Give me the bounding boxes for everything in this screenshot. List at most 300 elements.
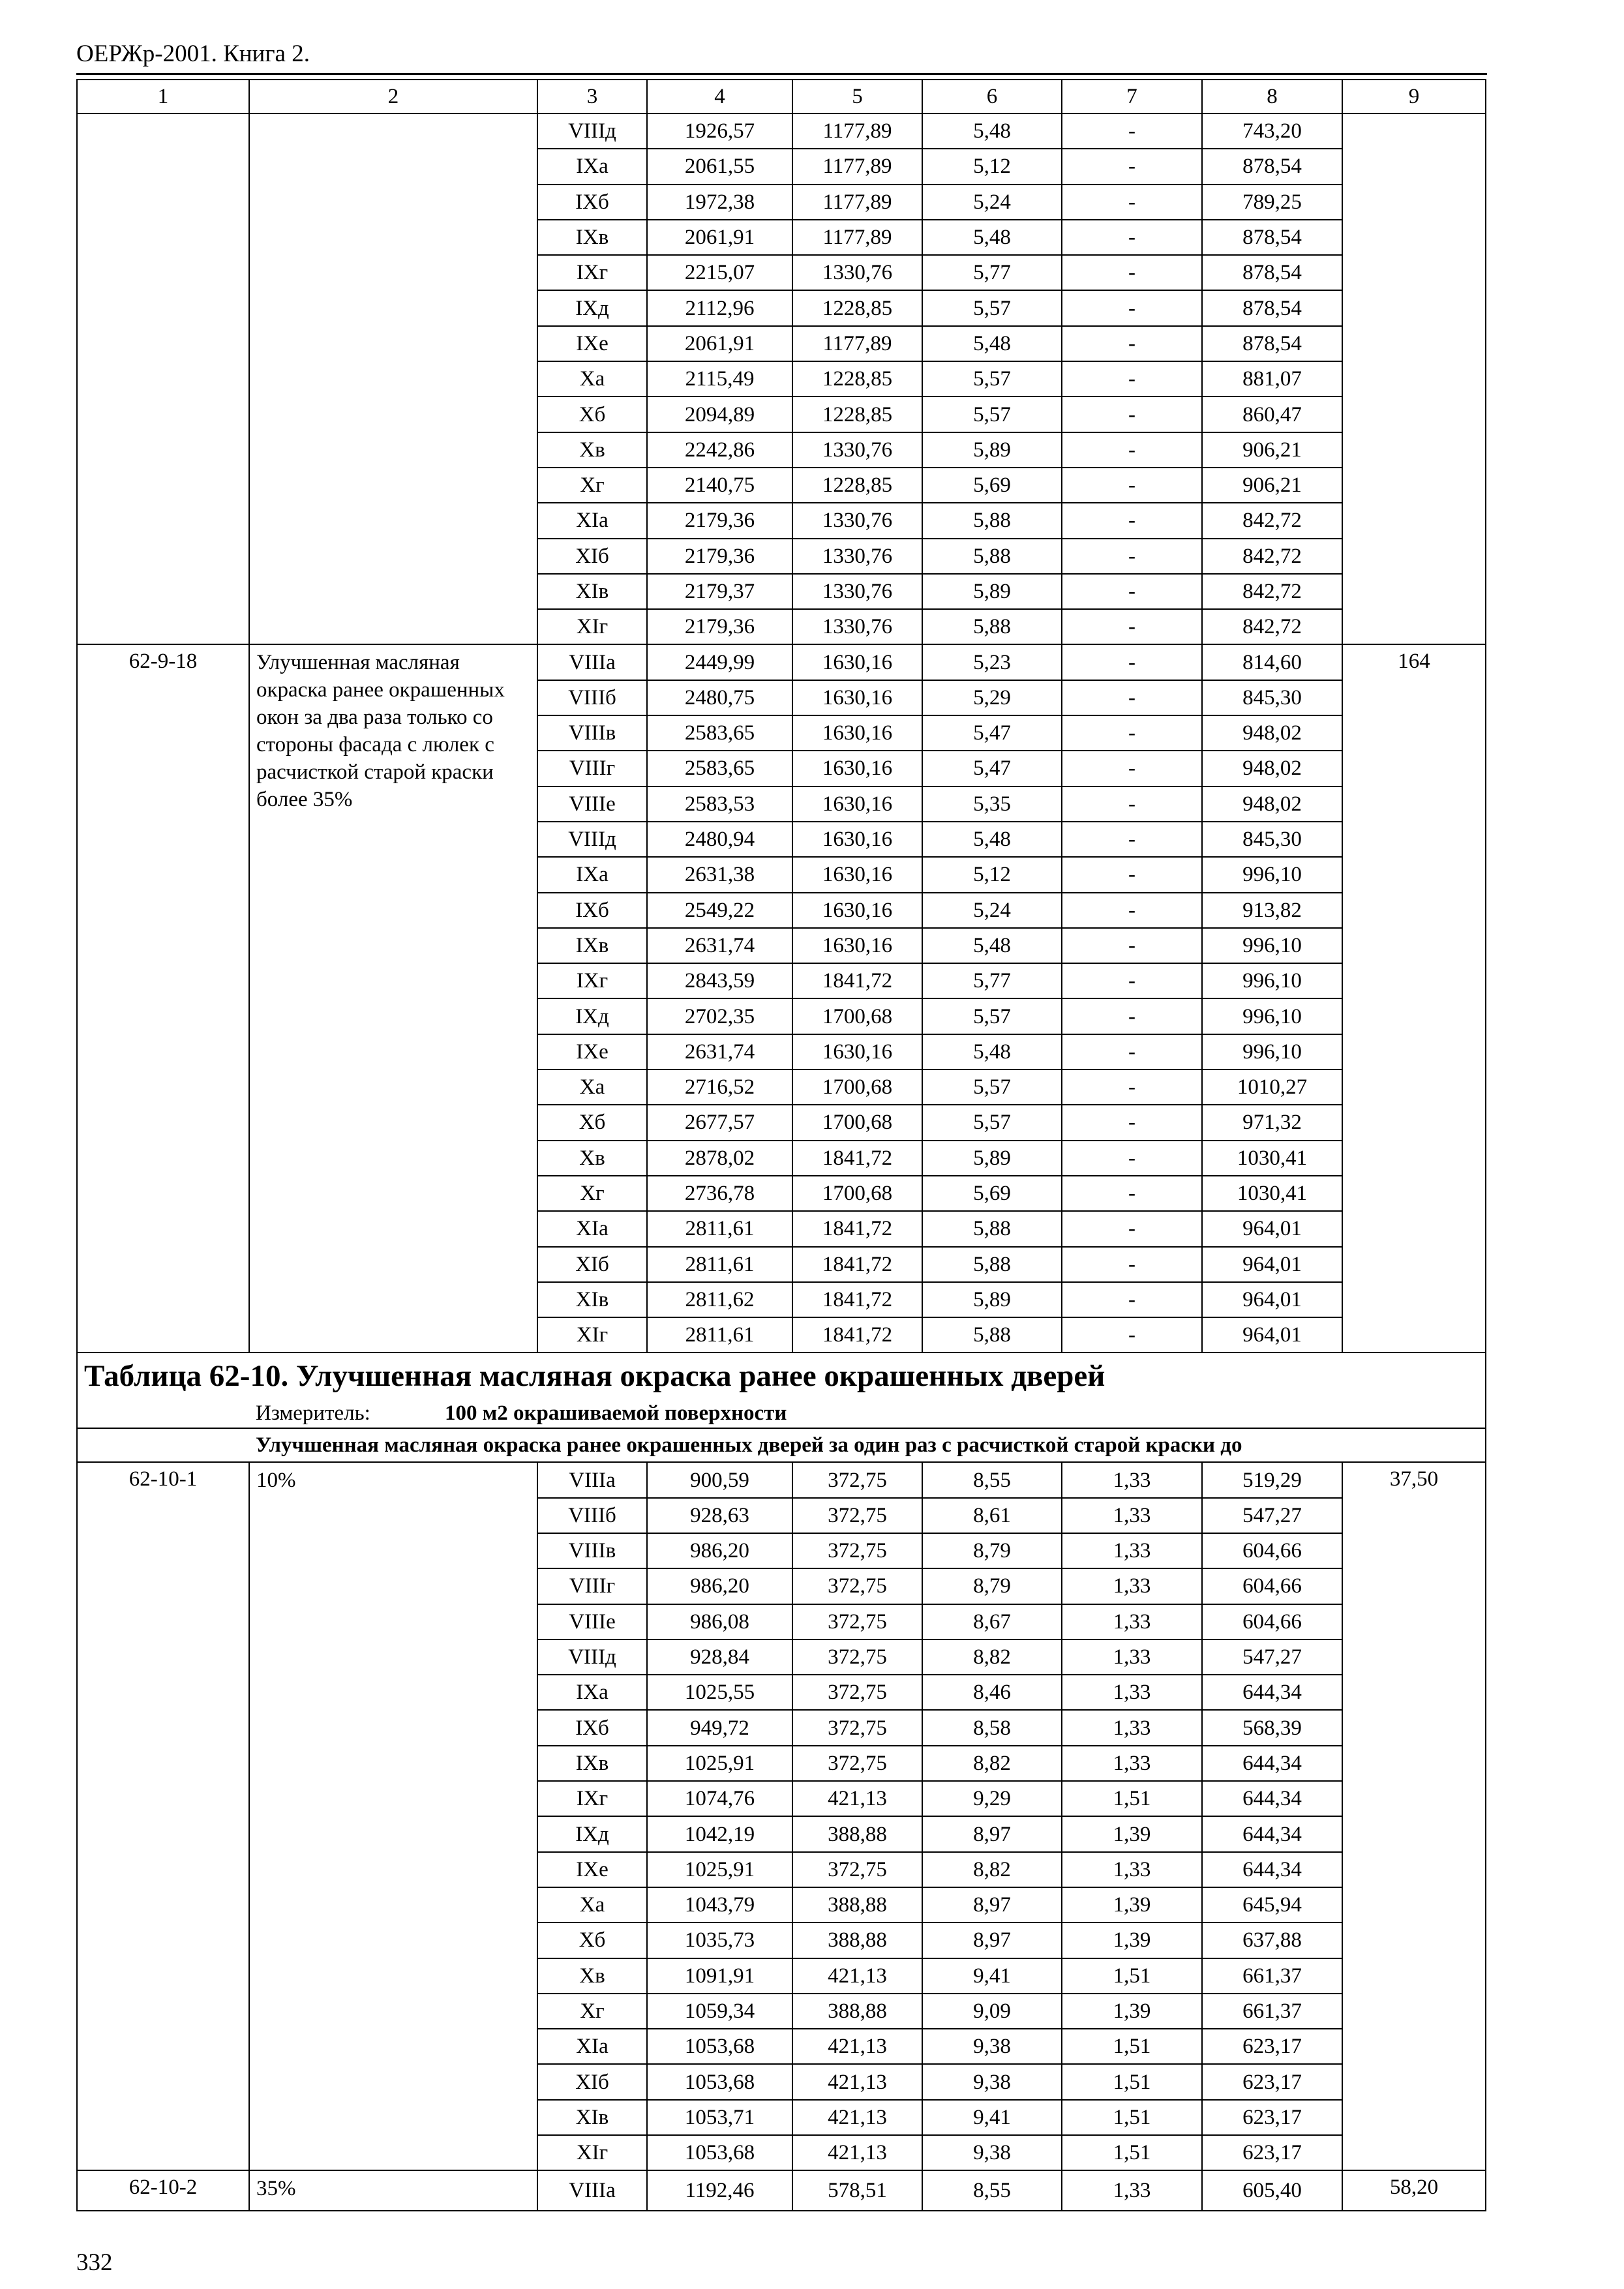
cell-col-5: 1630,16 [792, 644, 922, 680]
cell-col-4: 2583,53 [647, 786, 792, 822]
cell-col-4: 2811,61 [647, 1247, 792, 1282]
cell-col-6: 9,41 [922, 2100, 1062, 2135]
cell-col-7: - [1062, 928, 1202, 963]
cell-col-4: 2549,22 [647, 893, 792, 928]
cell-col-3: VIIIа [537, 2170, 647, 2210]
cell-col-7: 1,39 [1062, 1816, 1202, 1851]
cell-col-5: 1177,89 [792, 326, 922, 361]
cell-col-8: 996,10 [1202, 1034, 1342, 1070]
cell-col-8: 814,60 [1202, 644, 1342, 680]
cell-col-4: 928,84 [647, 1639, 792, 1675]
cell-col-5: 1330,76 [792, 503, 922, 538]
cell-col-3: XIб [537, 539, 647, 574]
cell-col-8: 964,01 [1202, 1282, 1342, 1317]
cell-col-7: - [1062, 1141, 1202, 1176]
cell-col-5: 372,75 [792, 1498, 922, 1533]
cell-col-4: 1053,68 [647, 2135, 792, 2170]
cell-col-3: VIIIв [537, 715, 647, 751]
cell-col-3: Xб [537, 1922, 647, 1958]
cell-col-7: - [1062, 857, 1202, 892]
cell-col-7: - [1062, 822, 1202, 857]
cell-col-8: 842,72 [1202, 539, 1342, 574]
cell-col-7: - [1062, 786, 1202, 822]
cell-col-4: 2631,38 [647, 857, 792, 892]
cell-col-5: 1177,89 [792, 113, 922, 149]
cell-col-8: 906,21 [1202, 468, 1342, 503]
cell-col-6: 5,88 [922, 503, 1062, 538]
cell-col-6: 9,29 [922, 1781, 1062, 1816]
cell-col-4: 2702,35 [647, 998, 792, 1034]
cell-col-7: 1,51 [1062, 1781, 1202, 1816]
cell-col-7: 1,51 [1062, 2064, 1202, 2099]
cell-col-3: VIIIв [537, 1533, 647, 1568]
cell-col-8: 964,01 [1202, 1247, 1342, 1282]
cell-col-5: 1841,72 [792, 1247, 922, 1282]
cell-col-6: 5,57 [922, 290, 1062, 325]
cell-col-4: 1043,79 [647, 1887, 792, 1922]
block-b-row [77, 644, 1486, 680]
cell-col-6: 5,89 [922, 432, 1062, 468]
cell-col-5: 421,13 [792, 2029, 922, 2064]
cell-col-3: Xб [537, 1105, 647, 1140]
cell-col-5: 1177,89 [792, 149, 922, 184]
cell-col-8: 845,30 [1202, 680, 1342, 715]
cell-col-4: 1074,76 [647, 1781, 792, 1816]
item-description [249, 113, 537, 644]
cell-col-8: 604,66 [1202, 1533, 1342, 1568]
cell-col-6: 8,97 [922, 1816, 1062, 1851]
cell-col-7: 1,33 [1062, 1710, 1202, 1745]
cell-col-6: 8,79 [922, 1568, 1062, 1604]
item-code: 62-9-18 [77, 644, 249, 1353]
cell-col-5: 372,75 [792, 1462, 922, 1497]
cell-col-4: 2480,75 [647, 680, 792, 715]
cell-col-3: IXа [537, 857, 647, 892]
cell-col-3: XIг [537, 2135, 647, 2170]
cell-col-6: 8,79 [922, 1533, 1062, 1568]
cell-col-3: Xв [537, 1958, 647, 1994]
cell-col-6: 8,82 [922, 1746, 1062, 1781]
cell-col-4: 2179,36 [647, 609, 792, 644]
cell-col-6: 5,89 [922, 1282, 1062, 1317]
item-code: 62-10-2 [77, 2170, 249, 2210]
cell-col-6: 9,41 [922, 1958, 1062, 1994]
cell-col-8: 996,10 [1202, 857, 1342, 892]
cell-col-7: 1,33 [1062, 1746, 1202, 1781]
cell-col-4: 1053,68 [647, 2064, 792, 2099]
cell-col-6: 5,57 [922, 998, 1062, 1034]
cell-col-7: - [1062, 185, 1202, 220]
column-header: 2 [249, 80, 537, 113]
cell-col-6: 5,89 [922, 1141, 1062, 1176]
cell-col-6: 5,23 [922, 644, 1062, 680]
column-header: 9 [1342, 80, 1486, 113]
cell-col-8: 842,72 [1202, 503, 1342, 538]
cell-col-4: 2736,78 [647, 1176, 792, 1211]
cell-col-4: 986,20 [647, 1533, 792, 1568]
cell-col-3: VIIIг [537, 1568, 647, 1604]
item-code [77, 113, 249, 644]
cell-col-8: 842,72 [1202, 574, 1342, 609]
cell-col-3: Xб [537, 396, 647, 432]
table-title: Таблица 62-10. Улучшенная масляная окраска ранее окрашенных дверей [84, 1359, 1105, 1394]
cell-col-5: 1330,76 [792, 432, 922, 468]
subheading-row [77, 1428, 1486, 1462]
cell-col-5: 1630,16 [792, 786, 922, 822]
column-header: 4 [647, 80, 792, 113]
cell-col-7: 1,33 [1062, 1675, 1202, 1710]
cell-col-7: - [1062, 113, 1202, 149]
cell-col-7: - [1062, 1105, 1202, 1140]
cell-col-4: 2583,65 [647, 715, 792, 751]
cell-col-7: 1,39 [1062, 1887, 1202, 1922]
cell-col-6: 5,35 [922, 786, 1062, 822]
cell-col-7: - [1062, 644, 1202, 680]
cell-col-8: 842,72 [1202, 609, 1342, 644]
cell-col-6: 8,82 [922, 1639, 1062, 1675]
cell-col-4: 2179,37 [647, 574, 792, 609]
cell-col-5: 1177,89 [792, 185, 922, 220]
cell-col-5: 1228,85 [792, 468, 922, 503]
cell-col-5: 421,13 [792, 1958, 922, 1994]
column-header: 7 [1062, 80, 1202, 113]
cell-col-6: 8,58 [922, 1710, 1062, 1745]
cell-col-8: 1030,41 [1202, 1176, 1342, 1211]
cell-col-4: 1025,91 [647, 1746, 792, 1781]
cell-col-3: Xв [537, 1141, 647, 1176]
cell-col-4: 2061,55 [647, 149, 792, 184]
cell-col-6: 9,09 [922, 1994, 1062, 2029]
cell-col-8: 996,10 [1202, 963, 1342, 998]
cell-col-6: 5,29 [922, 680, 1062, 715]
cell-col-4: 2811,62 [647, 1282, 792, 1317]
cell-col-7: 1,33 [1062, 1498, 1202, 1533]
cell-col-5: 1700,68 [792, 1105, 922, 1140]
cell-col-4: 2716,52 [647, 1070, 792, 1105]
cell-col-4: 986,20 [647, 1568, 792, 1604]
cell-col-6: 5,88 [922, 1247, 1062, 1282]
cell-col-6: 5,88 [922, 609, 1062, 644]
column-header: 1 [77, 80, 249, 113]
cell-col-8: 878,54 [1202, 255, 1342, 290]
cell-col-7: - [1062, 432, 1202, 468]
subheading: Улучшенная масляная окраска ранее окрашенных дверей за один раз с расчисткой старой краски до [77, 1428, 1486, 1462]
cell-col-3: IXв [537, 1746, 647, 1781]
document-header: ОЕРЖр-2001. Книга 2. [76, 40, 310, 67]
cell-col-5: 578,51 [792, 2170, 922, 2210]
cell-col-6: 5,24 [922, 893, 1062, 928]
cell-col-4: 2583,65 [647, 751, 792, 786]
cell-col-5: 1228,85 [792, 361, 922, 396]
header-rule [76, 73, 1487, 75]
item-description: 10% [249, 1462, 537, 2170]
cell-col-3: VIIIа [537, 644, 647, 680]
page-number: 332 [76, 2249, 113, 2276]
cell-col-5: 1841,72 [792, 1141, 922, 1176]
cell-col-7: - [1062, 1211, 1202, 1246]
cell-col-5: 1630,16 [792, 1034, 922, 1070]
cell-col-6: 9,38 [922, 2135, 1062, 2170]
cell-col-5: 372,75 [792, 1533, 922, 1568]
cell-col-8: 860,47 [1202, 396, 1342, 432]
cell-col-6: 5,24 [922, 185, 1062, 220]
cell-col-8: 996,10 [1202, 998, 1342, 1034]
cell-col-8: 604,66 [1202, 1568, 1342, 1604]
cell-col-3: IXв [537, 220, 647, 255]
cell-col-3: VIIIе [537, 1604, 647, 1639]
cell-col-6: 5,88 [922, 539, 1062, 574]
cell-col-3: XIг [537, 1317, 647, 1353]
cell-col-4: 2215,07 [647, 255, 792, 290]
cell-col-8: 878,54 [1202, 220, 1342, 255]
cell-col-5: 1330,76 [792, 609, 922, 644]
cell-col-5: 1700,68 [792, 1176, 922, 1211]
cell-col-6: 8,97 [922, 1922, 1062, 1958]
cell-col-3: Xг [537, 1994, 647, 2029]
cell-col-7: 1,51 [1062, 2100, 1202, 2135]
cell-col-3: IXа [537, 1675, 647, 1710]
cell-col-3: XIг [537, 609, 647, 644]
measure-value: 100 м2 окрашиваемой поверхности [445, 1401, 787, 1426]
cell-col-4: 2811,61 [647, 1211, 792, 1246]
cell-col-5: 372,75 [792, 1852, 922, 1887]
cell-col-4: 949,72 [647, 1710, 792, 1745]
cell-col-8: 964,01 [1202, 1317, 1342, 1353]
cell-col-8: 637,88 [1202, 1922, 1342, 1958]
cell-col-6: 5,12 [922, 857, 1062, 892]
cell-col-6: 8,55 [922, 2170, 1062, 2210]
cell-col-3: VIIIе [537, 786, 647, 822]
cell-col-6: 5,77 [922, 255, 1062, 290]
cell-col-7: 1,33 [1062, 2170, 1202, 2210]
cell-col-7: - [1062, 468, 1202, 503]
cell-col-6: 5,57 [922, 1070, 1062, 1105]
cell-col-6: 8,61 [922, 1498, 1062, 1533]
cell-col-7: - [1062, 715, 1202, 751]
cell-col-8: 623,17 [1202, 2135, 1342, 2170]
cell-col-4: 2115,49 [647, 361, 792, 396]
cell-col-6: 9,38 [922, 2029, 1062, 2064]
cell-col-7: - [1062, 998, 1202, 1034]
cell-col-4: 1042,19 [647, 1816, 792, 1851]
cell-col-7: - [1062, 574, 1202, 609]
cell-col-8: 623,17 [1202, 2029, 1342, 2064]
cell-col-3: IXв [537, 928, 647, 963]
cell-col-7: 1,39 [1062, 1922, 1202, 1958]
cell-col-7: 1,33 [1062, 1533, 1202, 1568]
cell-col-7: - [1062, 1070, 1202, 1105]
cell-col-8: 604,66 [1202, 1604, 1342, 1639]
cell-col-3: IXе [537, 326, 647, 361]
cell-col-6: 5,57 [922, 396, 1062, 432]
item-col-9 [1342, 113, 1486, 644]
cell-col-8: 878,54 [1202, 290, 1342, 325]
cell-col-6: 5,57 [922, 361, 1062, 396]
cell-col-3: VIIIа [537, 1462, 647, 1497]
cell-col-6: 5,69 [922, 468, 1062, 503]
cell-col-5: 1841,72 [792, 963, 922, 998]
cell-col-5: 1700,68 [792, 1070, 922, 1105]
cell-col-5: 1700,68 [792, 998, 922, 1034]
cell-col-8: 878,54 [1202, 326, 1342, 361]
cell-col-6: 5,88 [922, 1317, 1062, 1353]
cell-col-7: - [1062, 751, 1202, 786]
cell-col-5: 372,75 [792, 1604, 922, 1639]
cell-col-3: VIIIб [537, 1498, 647, 1533]
cell-col-7: 1,33 [1062, 1462, 1202, 1497]
cell-col-8: 661,37 [1202, 1994, 1342, 2029]
cell-col-3: XIб [537, 1247, 647, 1282]
cell-col-5: 1228,85 [792, 396, 922, 432]
cell-col-4: 2843,59 [647, 963, 792, 998]
cell-col-5: 388,88 [792, 1922, 922, 1958]
cell-col-8: 948,02 [1202, 751, 1342, 786]
cell-col-5: 388,88 [792, 1816, 922, 1851]
cell-col-6: 5,48 [922, 326, 1062, 361]
cell-col-3: VIIIд [537, 113, 647, 149]
cell-col-3: IXа [537, 149, 647, 184]
cell-col-7: - [1062, 893, 1202, 928]
cell-col-3: Xг [537, 468, 647, 503]
item-col-9: 58,20 [1342, 2170, 1486, 2210]
cell-col-7: 1,51 [1062, 2135, 1202, 2170]
cell-col-3: IXб [537, 185, 647, 220]
cell-col-4: 2242,86 [647, 432, 792, 468]
cell-col-4: 1091,91 [647, 1958, 792, 1994]
cell-col-7: - [1062, 220, 1202, 255]
cell-col-5: 1330,76 [792, 574, 922, 609]
cell-col-6: 5,47 [922, 751, 1062, 786]
cell-col-4: 900,59 [647, 1462, 792, 1497]
cell-col-4: 2112,96 [647, 290, 792, 325]
cell-col-8: 623,17 [1202, 2100, 1342, 2135]
cell-col-6: 5,89 [922, 574, 1062, 609]
cell-col-8: 644,34 [1202, 1816, 1342, 1851]
cell-col-3: XIв [537, 574, 647, 609]
cell-col-5: 388,88 [792, 1994, 922, 2029]
cell-col-7: - [1062, 290, 1202, 325]
cell-col-3: XIа [537, 2029, 647, 2064]
cell-col-8: 789,25 [1202, 185, 1342, 220]
cell-col-6: 5,48 [922, 113, 1062, 149]
cell-col-5: 1630,16 [792, 928, 922, 963]
cell-col-5: 1841,72 [792, 1317, 922, 1353]
cell-col-3: IXе [537, 1852, 647, 1887]
block-a-row [77, 113, 1486, 149]
cell-col-3: XIб [537, 2064, 647, 2099]
cell-col-4: 2480,94 [647, 822, 792, 857]
cell-col-4: 2061,91 [647, 220, 792, 255]
cell-col-7: - [1062, 503, 1202, 538]
cell-col-4: 2878,02 [647, 1141, 792, 1176]
cell-col-4: 2061,91 [647, 326, 792, 361]
measure-label: Измеритель: [256, 1401, 370, 1426]
cell-col-7: 1,33 [1062, 1639, 1202, 1675]
cell-col-8: 644,34 [1202, 1675, 1342, 1710]
cell-col-6: 5,47 [922, 715, 1062, 751]
cell-col-6: 5,48 [922, 220, 1062, 255]
cell-col-5: 1630,16 [792, 751, 922, 786]
table-title-row [77, 1353, 1486, 1399]
cell-col-7: - [1062, 539, 1202, 574]
cell-col-3: XIв [537, 2100, 647, 2135]
cell-col-4: 2631,74 [647, 1034, 792, 1070]
cell-col-7: - [1062, 963, 1202, 998]
cell-col-7: - [1062, 1034, 1202, 1070]
item-description: Улучшенная масляная окраска ранее окрашенных окон за два раза только со стороны фасада с люлек с расчисткой старой краски более 35% [249, 644, 537, 1353]
cell-col-3: VIIIб [537, 680, 647, 715]
cell-col-8: 547,27 [1202, 1498, 1342, 1533]
block-d-row [77, 2170, 1486, 2210]
cell-col-8: 605,40 [1202, 2170, 1342, 2210]
cell-col-7: - [1062, 396, 1202, 432]
rates-table [76, 79, 1486, 2211]
cell-col-3: IXд [537, 998, 647, 1034]
cell-col-7: 1,33 [1062, 1852, 1202, 1887]
cell-col-8: 743,20 [1202, 113, 1342, 149]
cell-col-4: 2094,89 [647, 396, 792, 432]
cell-col-3: IXб [537, 1710, 647, 1745]
cell-col-5: 1630,16 [792, 715, 922, 751]
cell-col-8: 845,30 [1202, 822, 1342, 857]
cell-col-6: 5,48 [922, 928, 1062, 963]
cell-col-8: 661,37 [1202, 1958, 1342, 1994]
cell-col-8: 996,10 [1202, 928, 1342, 963]
cell-col-7: - [1062, 1176, 1202, 1211]
cell-col-3: IXг [537, 1781, 647, 1816]
cell-col-7: - [1062, 326, 1202, 361]
cell-col-4: 1053,71 [647, 2100, 792, 2135]
cell-col-5: 388,88 [792, 1887, 922, 1922]
cell-col-5: 372,75 [792, 1568, 922, 1604]
cell-col-8: 645,94 [1202, 1887, 1342, 1922]
cell-col-5: 1177,89 [792, 220, 922, 255]
item-col-9: 37,50 [1342, 1462, 1486, 2170]
cell-col-4: 1059,34 [647, 1994, 792, 2029]
cell-col-8: 1010,27 [1202, 1070, 1342, 1105]
cell-col-4: 2449,99 [647, 644, 792, 680]
cell-col-4: 2179,36 [647, 539, 792, 574]
cell-col-4: 1025,55 [647, 1675, 792, 1710]
cell-col-4: 2631,74 [647, 928, 792, 963]
cell-col-4: 1192,46 [647, 2170, 792, 2210]
cell-col-5: 421,13 [792, 1781, 922, 1816]
cell-col-3: XIа [537, 503, 647, 538]
column-header-row [77, 80, 1486, 113]
cell-col-7: - [1062, 680, 1202, 715]
cell-col-7: 1,51 [1062, 1958, 1202, 1994]
cell-col-5: 1841,72 [792, 1211, 922, 1246]
cell-col-4: 928,63 [647, 1498, 792, 1533]
cell-col-8: 568,39 [1202, 1710, 1342, 1745]
cell-col-7: - [1062, 149, 1202, 184]
cell-col-7: - [1062, 609, 1202, 644]
cell-col-6: 8,82 [922, 1852, 1062, 1887]
cell-col-5: 372,75 [792, 1746, 922, 1781]
cell-col-3: IXг [537, 255, 647, 290]
cell-col-3: Xа [537, 1070, 647, 1105]
item-code: 62-10-1 [77, 1462, 249, 2170]
cell-col-4: 1025,91 [647, 1852, 792, 1887]
cell-col-7: - [1062, 1282, 1202, 1317]
cell-col-7: - [1062, 1247, 1202, 1282]
cell-col-3: IXб [537, 893, 647, 928]
cell-col-8: 971,32 [1202, 1105, 1342, 1140]
cell-col-8: 623,17 [1202, 2064, 1342, 2099]
cell-col-7: - [1062, 361, 1202, 396]
cell-col-6: 8,55 [922, 1462, 1062, 1497]
cell-col-7: - [1062, 1317, 1202, 1353]
